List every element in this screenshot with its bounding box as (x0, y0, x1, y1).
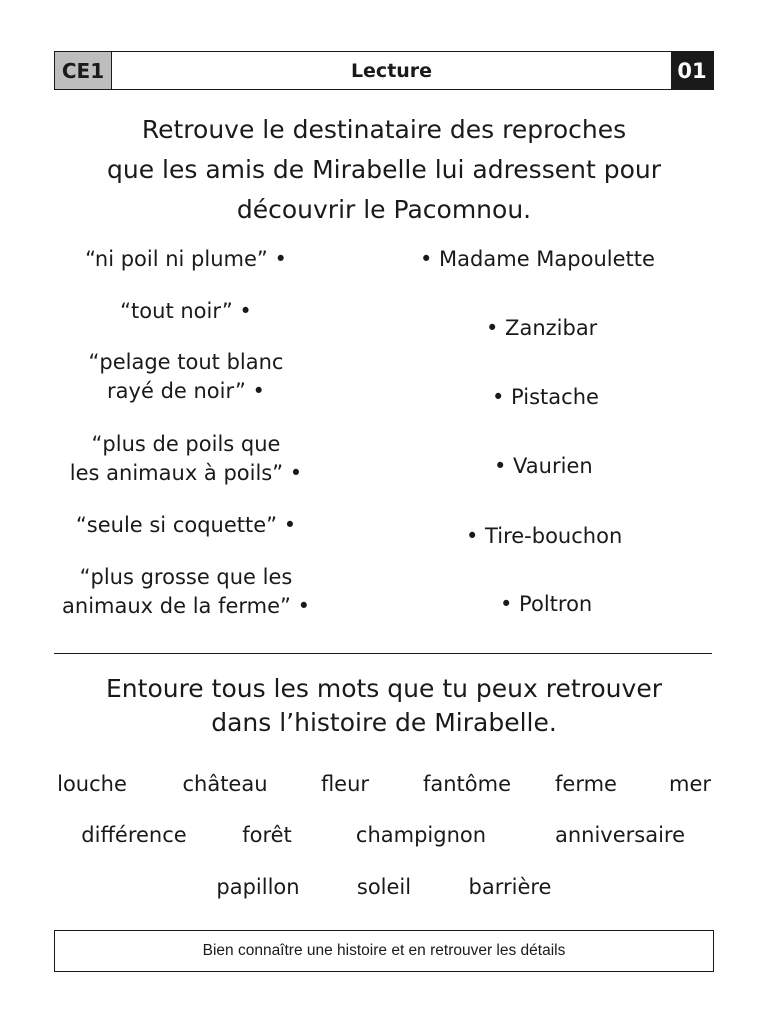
word-foret[interactable]: forêt (242, 823, 292, 847)
word-barriere[interactable]: barrière (468, 875, 552, 899)
right-item-3[interactable]: • Pistache (492, 385, 599, 409)
left-item-4[interactable]: “plus de poils que les animaux à poils” • (69, 432, 303, 485)
skill-text: Bien connaître une histoire et en retrouver les détails (202, 942, 566, 959)
right-item-5[interactable]: • Tire-bouchon (466, 524, 623, 548)
word-ferme[interactable]: ferme (555, 772, 617, 796)
section-divider (54, 653, 712, 654)
left-item-5[interactable]: “seule si coquette” • (75, 513, 297, 537)
right-item-2[interactable]: • Zanzibar (486, 316, 598, 340)
word-fleur[interactable]: fleur (320, 772, 370, 796)
right-item-6[interactable]: • Poltron (500, 592, 593, 616)
level-badge: CE1 (55, 52, 112, 89)
word-anniversaire[interactable]: anniversaire (554, 823, 686, 847)
sheet-number-badge: 01 (671, 52, 713, 89)
left-item-6[interactable]: “plus grosse que les animaux de la ferme” • (62, 565, 310, 618)
word-chateau[interactable]: château (182, 772, 268, 796)
right-item-1[interactable]: • Madame Mapoulette (420, 247, 655, 271)
subject-title: Lecture (350, 59, 433, 82)
word-fantome[interactable]: fantôme (422, 772, 512, 796)
exercise2-instruction: Entoure tous les mots que tu peux retrouver dans l’histoire de Mirabelle. (106, 674, 662, 737)
word-papillon[interactable]: papillon (216, 875, 300, 899)
exercise1-instruction: Retrouve le destinataire des reproches que les amis de Mirabelle lui adressent pour découvrir le Pacomnou. (106, 115, 661, 224)
header-bar (54, 51, 714, 90)
word-louche[interactable]: louche (57, 772, 127, 796)
left-item-3[interactable]: “pelage tout blanc rayé de noir” • (88, 350, 284, 403)
word-difference[interactable]: différence (81, 823, 187, 847)
word-champignon[interactable]: champignon (355, 823, 487, 847)
word-mer[interactable]: mer (668, 772, 712, 796)
word-soleil[interactable]: soleil (356, 875, 412, 899)
right-item-4[interactable]: • Vaurien (494, 454, 593, 478)
left-item-1[interactable]: “ni poil ni plume” • (85, 247, 287, 271)
left-item-2[interactable]: “tout noir” • (120, 299, 252, 323)
skill-footer (54, 930, 714, 972)
